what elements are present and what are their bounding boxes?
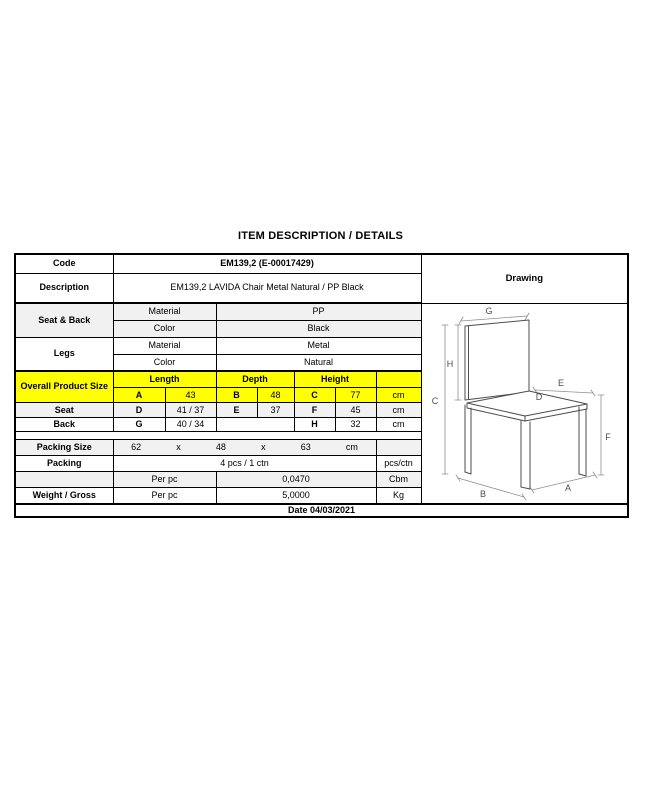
date-value: Date 04/03/2021 xyxy=(15,504,628,517)
spacer-cell xyxy=(15,432,421,440)
chair-leg-front xyxy=(521,421,530,489)
packing-size-v3: 63 xyxy=(300,442,311,453)
packing-label: Packing xyxy=(15,456,113,472)
seat-f-key: F xyxy=(294,403,335,418)
weight-label: Weight / Gross xyxy=(15,488,113,504)
chair-backrest xyxy=(465,320,529,400)
packing-ctn-unit: pcs/ctn xyxy=(376,456,421,472)
packing-size-x2: x xyxy=(261,442,266,453)
height-header: Height xyxy=(294,371,376,388)
legs-label: Legs xyxy=(15,337,113,371)
seat-back-label: Seat & Back xyxy=(15,303,113,337)
description-label: Description xyxy=(15,273,113,303)
back-unit: cm xyxy=(376,418,421,432)
item-description-table xyxy=(14,253,629,518)
seat-back-material-value: PP xyxy=(216,303,421,320)
overall-c-key: C xyxy=(294,388,335,403)
dim-label-a: A xyxy=(564,482,571,493)
seat-back-material-row xyxy=(15,303,628,320)
seat-e-key: E xyxy=(216,403,257,418)
back-g-value: 40 / 34 xyxy=(165,418,216,432)
overall-a-value: 43 xyxy=(165,388,216,403)
overall-b-value: 48 xyxy=(257,388,294,403)
date-row xyxy=(15,504,628,517)
dim-label-h: H xyxy=(446,358,453,369)
dim-label-g: G xyxy=(485,305,493,316)
packing-size-values xyxy=(113,440,376,456)
dim-label-e: E xyxy=(557,377,564,388)
volume-per-label: Per pc xyxy=(113,472,216,488)
length-header: Length xyxy=(113,371,216,388)
chair-sketch-svg xyxy=(422,304,629,501)
dim-label-b: B xyxy=(479,488,486,499)
chair-drawing xyxy=(422,304,628,503)
depth-header: Depth xyxy=(216,371,294,388)
overall-size-label: Overall Product Size xyxy=(15,371,113,403)
seat-back-color-value: Black xyxy=(216,320,421,337)
packing-ctn-value: 4 pcs / 1 ctn xyxy=(113,456,376,472)
seat-d-key: D xyxy=(113,403,165,418)
volume-empty-label xyxy=(15,472,113,488)
chair-leg-right xyxy=(579,407,586,476)
chair-outline xyxy=(465,320,587,489)
volume-value: 0,0470 xyxy=(216,472,376,488)
packing-size-v1: 62 xyxy=(131,442,142,453)
description-value: EM139,2 LAVIDA Chair Metal Natural / PP Black xyxy=(113,273,421,303)
packing-size-x1: x xyxy=(176,442,181,453)
back-h-key: H xyxy=(294,418,335,432)
seat-unit: cm xyxy=(376,403,421,418)
overall-c-value: 77 xyxy=(335,388,376,403)
code-value: EM139,2 (E-00017429) xyxy=(113,254,421,273)
back-label: Back xyxy=(15,418,113,432)
code-row xyxy=(15,254,628,273)
drawing-cell xyxy=(421,303,628,504)
legs-color-label: Color xyxy=(113,355,216,371)
back-h-value: 32 xyxy=(335,418,376,432)
dim-label-d: D xyxy=(535,391,542,402)
seat-back-color-label: Color xyxy=(113,320,216,337)
legs-color-value: Natural xyxy=(216,355,421,371)
overall-unit: cm xyxy=(376,388,421,403)
weight-unit: Kg xyxy=(376,488,421,504)
dim-label-c: C xyxy=(431,395,438,406)
seat-label: Seat xyxy=(15,403,113,418)
seat-back-material-label: Material xyxy=(113,303,216,320)
seat-d-value: 41 / 37 xyxy=(165,403,216,418)
code-label: Code xyxy=(15,254,113,273)
weight-per-label: Per pc xyxy=(113,488,216,504)
chair-leg-left xyxy=(465,405,471,474)
seat-e-value: 37 xyxy=(257,403,294,418)
packing-size-empty xyxy=(376,440,421,456)
page-title: ITEM DESCRIPTION / DETAILS xyxy=(237,230,404,242)
seat-f-value: 45 xyxy=(335,403,376,418)
volume-unit: Cbm xyxy=(376,472,421,488)
back-g-key: G xyxy=(113,418,165,432)
packing-size-label: Packing Size xyxy=(15,440,113,456)
legs-material-value: Metal xyxy=(216,337,421,355)
weight-value: 5,0000 xyxy=(216,488,376,504)
back-empty-cell xyxy=(216,418,294,432)
dim-label-f: F xyxy=(604,431,611,442)
overall-a-key: A xyxy=(113,388,165,403)
packing-size-v2: 48 xyxy=(215,442,226,453)
drawing-header: Drawing xyxy=(421,254,628,303)
overall-b-key: B xyxy=(216,388,257,403)
packing-size-unit: cm xyxy=(345,442,358,453)
size-unit-header xyxy=(376,371,421,388)
legs-material-label: Material xyxy=(113,337,216,355)
